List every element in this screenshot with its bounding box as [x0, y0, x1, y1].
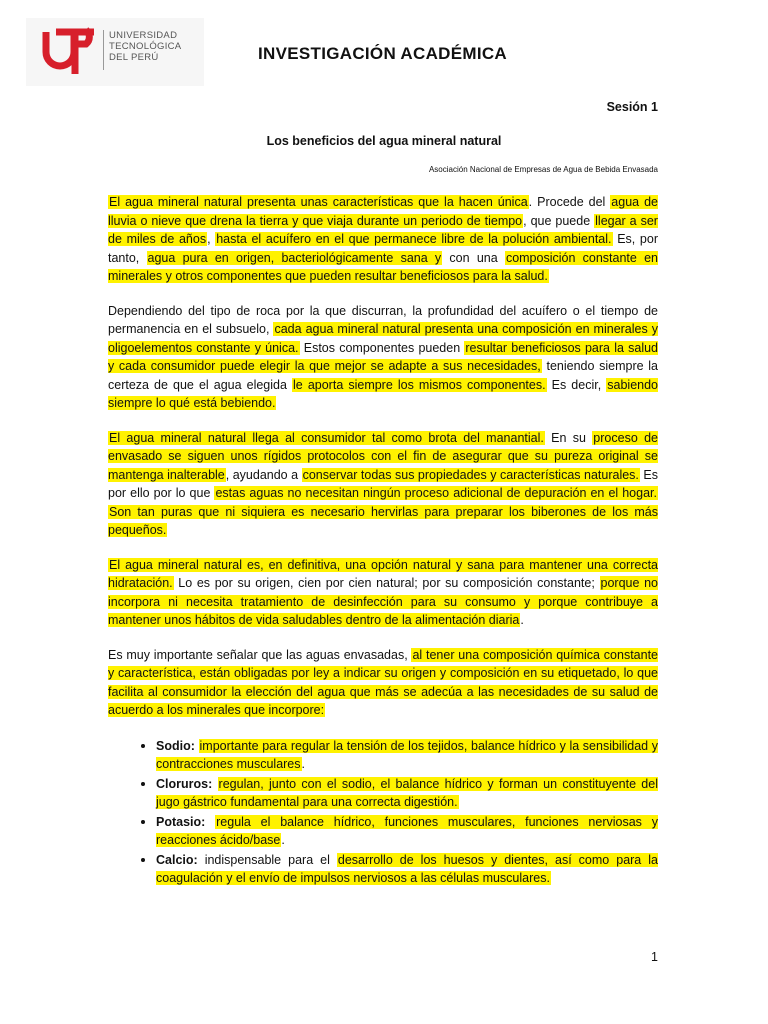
paragraph-5 — [108, 646, 658, 720]
text: , que puede — [523, 213, 591, 228]
highlight: al tener una composición química constante y característica, están obligadas por ley a indicar su origen y composición en su etiquetado, lo que facilita al consumidor la elección del agua que más se adecúa a las necesidades de su salud de acuerdo a los minerales que incorpore: — [108, 647, 658, 717]
highlight: llegar a ser de miles de años — [108, 213, 658, 246]
highlight: El agua mineral natural llega al consumidor tal como brota del manantial. — [109, 430, 544, 445]
highlight: sabiendo siempre lo qué está bebiendo. — [108, 377, 659, 410]
highlight: El agua mineral natural presenta unas características que la hacen única — [109, 195, 528, 209]
university-logo — [26, 18, 204, 86]
utp-logo-icon — [42, 26, 100, 78]
logo-divider — [103, 30, 104, 70]
text: con una — [449, 250, 498, 265]
logo-text: UNIVERSIDAD TECNOLÓGICA DEL PERÚ — [109, 30, 182, 63]
text: Es muy importante señalar que las aguas envasadas, — [108, 647, 408, 662]
text: Es por ello por lo que — [108, 467, 658, 500]
paragraph-4 — [108, 556, 658, 630]
highlight: El agua mineral natural es, en definitiva, una opción natural y sana para mantener una correcta hidratación. — [108, 557, 658, 590]
text: teniendo siempre la certeza de que el agua elegida — [108, 359, 658, 392]
page-title: INVESTIGACIÓN ACADÉMICA — [258, 44, 508, 63]
text: , — [207, 232, 211, 246]
text: En su — [551, 430, 586, 445]
highlight: proceso de envasado se siguen unos rígidos protocolos con el fin de asegurar que su pureza original se mantenga inalterable — [108, 430, 658, 482]
list-term: Sodio: — [156, 738, 195, 753]
highlight: regula el balance hídrico, funciones musculares, funciones nerviosas y reacciones ácido/base — [156, 814, 658, 847]
highlight: estas aguas no necesitan ningún proceso adicional de depuración en el hogar. — [215, 486, 657, 500]
highlight: desarrollo de los huesos y dientes, así como para la coagulación y el envío de impulsos nerviosos a las células musculares. — [156, 852, 658, 885]
text: , ayudando a — [225, 467, 299, 482]
minerals-list — [108, 736, 658, 888]
list-term: Potasio: — [156, 814, 206, 829]
paragraph-3 — [108, 429, 658, 540]
list-item — [156, 736, 658, 774]
text: Es, por tanto, — [108, 232, 658, 265]
text: . — [281, 833, 285, 847]
text: Es decir, — [551, 377, 602, 392]
list-item — [156, 850, 658, 888]
text: Lo es por su origen, cien por cien natural; por su composición constante; — [178, 576, 595, 590]
highlight: composición constante en minerales y otros componentes que pueden resultar beneficiosos para la salud. — [108, 250, 659, 283]
paragraph-1 — [108, 193, 658, 286]
article-title: Los beneficios del agua mineral natural — [266, 134, 502, 148]
list-item — [156, 812, 658, 850]
highlight: Son tan puras que ni siquiera es necesario hervirlas para preparar los biberones de los más pequeños. — [108, 504, 658, 537]
article-body — [108, 193, 658, 888]
source-attribution: Asociación Nacional de Empresas de Agua de Bebida Envasada — [428, 165, 658, 174]
text: Estos componentes pueden — [303, 340, 461, 355]
highlight: le aporta siempre los mismos componentes. — [293, 377, 546, 392]
highlight: resultar beneficiosos para la salud y cada consumidor puede elegir la que mejor se adapte a sus necesidades, — [108, 340, 659, 373]
highlight: porque no incorpora ni necesita tratamiento de desinfección para su consumo y porque contribuye a mantener unos hábitos de vida saludables dentro de la alimentación diaria — [108, 576, 658, 627]
highlight: regulan, junto con el sodio, el balance hídrico y forman un constituyente del jugo gástrico fundamental para una correcta digestión. — [156, 776, 658, 809]
text: . — [301, 757, 305, 771]
list-item — [156, 774, 658, 812]
list-term: Calcio: — [156, 852, 198, 867]
text: . Procede del — [528, 195, 606, 209]
page-number: 1 — [651, 950, 658, 964]
text: indispensable para el — [204, 852, 330, 867]
highlight: agua pura en origen, bacteriológicamente sana y — [147, 250, 442, 265]
text: . — [520, 613, 524, 627]
text: Dependiendo del tipo de roca por la que discurran, la profundidad del acuífero o el tiempo de permanencia en el subsuelo, — [108, 303, 658, 336]
highlight: cada agua mineral natural presenta una composición en minerales y oligoelementos constante y única. — [108, 322, 658, 355]
session-label: Sesión 1 — [606, 100, 658, 114]
highlight: hasta el acuífero en el que permanece libre de la polución ambiental. — [216, 232, 612, 246]
highlight: conservar todas sus propiedades y características naturales. — [302, 467, 639, 482]
highlight: importante para regular la tensión de los tejidos, balance hídrico y la sensibilidad y contracciones musculares — [156, 738, 658, 771]
highlight: agua de lluvia o nieve que drena la tierra y que viaja durante un periodo de tiempo — [108, 195, 658, 228]
list-term: Cloruros: — [156, 776, 213, 791]
paragraph-2 — [108, 302, 658, 413]
